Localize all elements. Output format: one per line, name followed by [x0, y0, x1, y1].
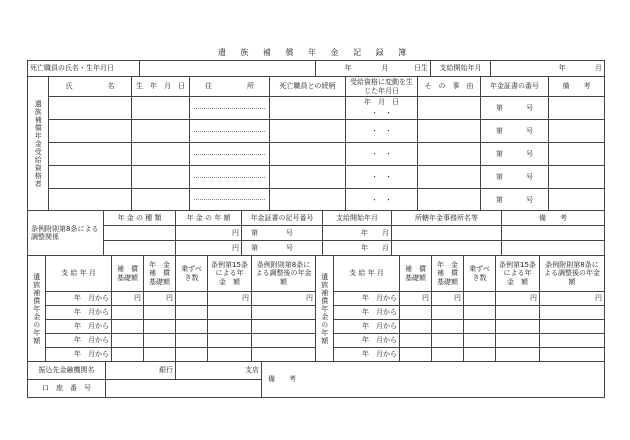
- adjustment-row-2: [28, 241, 605, 256]
- payment-row-5: [28, 348, 316, 362]
- recipient-row-5: [28, 189, 605, 211]
- pay-start-year-unit: 年: [491, 61, 568, 77]
- payment-row-1: [316, 292, 605, 306]
- col-base: 補 償基礎額: [112, 256, 144, 292]
- cert-gou: 号: [526, 150, 534, 159]
- address-dotted-line: [194, 199, 265, 200]
- col-art15: 条例第15条による年 金 額: [496, 256, 540, 292]
- period-from: 年 月から: [334, 306, 400, 320]
- start-month-unit: 月: [382, 243, 389, 252]
- address-dotted-line: [194, 177, 265, 178]
- col-pension-amount: 年 金 の 年 額: [176, 211, 242, 226]
- bank-word: 銀行: [106, 362, 176, 380]
- payments-side-label: 遺族補償年金の年額: [28, 256, 46, 362]
- col-annual-base: 年 金補 償基礎額: [144, 256, 176, 292]
- address-dotted-line: [194, 108, 265, 109]
- period-from: 年 月から: [46, 348, 112, 362]
- col-annual-base: 年 金補 償基礎額: [432, 256, 464, 292]
- col-period: 支 給 年 月: [334, 256, 400, 292]
- cert-dai: 第: [495, 127, 503, 136]
- payment-row-2: [316, 306, 605, 320]
- recipients-table: [27, 76, 605, 211]
- col-name: 氏 名: [49, 77, 132, 97]
- recipient-row-3: [28, 143, 605, 166]
- cert-gou: 号: [526, 103, 534, 112]
- account-number-field: [106, 380, 262, 398]
- document-title: 遺 族 補 償 年 金 記 録 簿: [217, 48, 413, 57]
- cert-dai: 第: [251, 228, 258, 237]
- cert-gou: 号: [526, 173, 534, 182]
- recipient-row-2: [28, 120, 605, 143]
- period-from: 年 月から: [46, 292, 112, 306]
- col-reason: そ の 事 由: [418, 77, 481, 97]
- cert-gou: 号: [526, 195, 534, 204]
- cert-dai: 第: [495, 150, 503, 159]
- period-from: 年 月から: [46, 334, 112, 348]
- adjustment-side-label: 条例附則第8条による調整関係: [28, 211, 104, 256]
- payment-row-1: [28, 292, 316, 306]
- account-label: 口 座 番 号: [28, 380, 106, 398]
- amount-yen-unit: 円: [176, 226, 242, 241]
- cert-dai: 第: [251, 243, 258, 252]
- col-birth: 生 年 月 日: [132, 77, 190, 97]
- change-date-dots: ・ ・: [346, 120, 418, 143]
- adjusted-yen-unit: 円: [540, 292, 605, 306]
- cert-dai: 第: [495, 195, 503, 204]
- col-change-date: 受給資格に変動を生じた年月日: [346, 77, 418, 97]
- birth-year-unit: 年: [316, 61, 354, 77]
- col-multiplier: 乗ずべき数: [176, 256, 208, 292]
- col-base: 補 償基礎額: [400, 256, 432, 292]
- col-remarks: 備 考: [549, 77, 605, 97]
- change-date-dots: ・ ・: [346, 189, 418, 211]
- start-month-unit: 月: [382, 228, 389, 237]
- col-multiplier: 乗ずべき数: [464, 256, 496, 292]
- name-birth-label: 死亡職員の氏名・生年月日: [28, 61, 140, 77]
- adjustment-row-1: [28, 226, 605, 241]
- amount-yen-unit: 円: [176, 241, 242, 256]
- address-dotted-line: [194, 154, 265, 155]
- recipients-side-label: 遺族補償年金受給資格者: [28, 77, 49, 211]
- payment-row-3: [28, 320, 316, 334]
- adjusted-yen-unit: 円: [252, 292, 316, 306]
- period-from: 年 月から: [334, 348, 400, 362]
- start-year-unit: 年: [361, 228, 368, 237]
- col-art15: 条例第15条による年 金 額: [208, 256, 252, 292]
- header-table: [27, 60, 605, 77]
- cert-dai: 第: [495, 173, 503, 182]
- pay-start-month-unit: 月: [568, 61, 605, 77]
- address-dotted-line: [194, 131, 265, 132]
- birth-day-unit: 日生: [391, 61, 431, 77]
- change-date-dots: ・ ・: [346, 143, 418, 166]
- base-yen-unit: 円: [400, 292, 432, 306]
- col-pension-type: 年 金 の 種 類: [104, 211, 176, 226]
- bank-table: [27, 361, 605, 398]
- col-cert-number: 年金証書の記号番号: [242, 211, 323, 226]
- cert-dai: 第: [495, 103, 503, 112]
- birth-month-unit: 月: [354, 61, 391, 77]
- bank-remarks-label: 備 考: [262, 362, 605, 398]
- bank-label: 振込先金融機関名: [28, 362, 106, 380]
- pay-start-label: 支給開始年月: [431, 61, 491, 77]
- cert-gou: 号: [286, 228, 293, 237]
- col-relation: 死亡職員との続柄: [270, 77, 346, 97]
- branch-word: 支店: [176, 362, 262, 380]
- col-adjusted: 条例附則第8条による調整後の年金額: [540, 256, 605, 292]
- period-from: 年 月から: [46, 306, 112, 320]
- col-adjusted: 条例附則第8条による調整後の年金額: [252, 256, 316, 292]
- base-yen-unit: 円: [112, 292, 144, 306]
- change-date-head: 年 月 日: [364, 98, 399, 106]
- col-adjust-remarks: 備 考: [502, 211, 605, 226]
- art15-yen-unit: 円: [496, 292, 540, 306]
- art15-yen-unit: 円: [208, 292, 252, 306]
- payments-table-right: [315, 255, 605, 362]
- payment-row-3: [316, 320, 605, 334]
- period-from: 年 月から: [46, 320, 112, 334]
- cert-gou: 号: [286, 243, 293, 252]
- annual-yen-unit: 円: [432, 292, 464, 306]
- payment-row-4: [316, 334, 605, 348]
- col-address: 住 所: [190, 77, 270, 97]
- period-from: 年 月から: [334, 320, 400, 334]
- recipient-row-1: [28, 97, 605, 120]
- change-date-dots: ・ ・: [371, 109, 392, 118]
- payments-table-left: [27, 255, 316, 362]
- change-date-dots: ・ ・: [346, 166, 418, 189]
- recipient-row-4: [28, 166, 605, 189]
- start-year-unit: 年: [361, 243, 368, 252]
- col-period: 支 給 年 月: [46, 256, 112, 292]
- payment-row-5: [316, 348, 605, 362]
- period-from: 年 月から: [334, 334, 400, 348]
- name-field: [140, 61, 316, 77]
- adjustment-table: [27, 210, 605, 256]
- cert-gou: 号: [526, 127, 534, 136]
- payments-side-label: 遺族補償年金の年額: [316, 256, 334, 362]
- col-cert: 年金証書の番号: [481, 77, 549, 97]
- annual-yen-unit: 円: [144, 292, 176, 306]
- period-from: 年 月から: [334, 292, 400, 306]
- col-office: 所轄年金事務所名等: [392, 211, 502, 226]
- payment-row-4: [28, 334, 316, 348]
- col-start-month: 支給開始年月: [323, 211, 392, 226]
- payment-row-2: [28, 306, 316, 320]
